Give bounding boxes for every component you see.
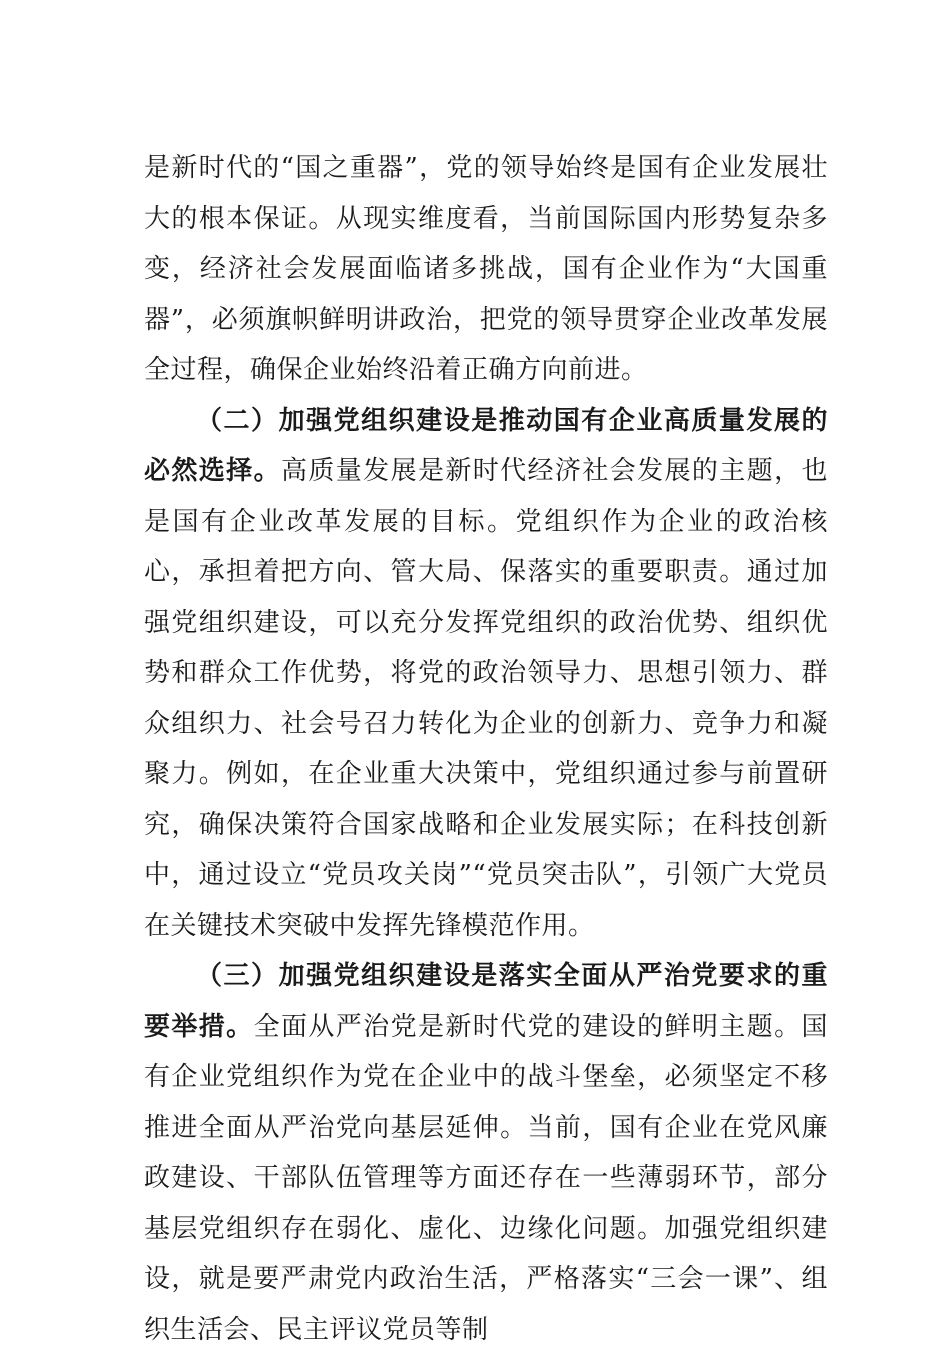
paragraph-body: 高质量发展是新时代经济社会发展的主题，也是国有企业改革发展的目标。党组织作为企业的政治核心，承担着把方向、管大局、保落实的重要职责。通过加强党组织建设，可以充分发挥党组织的政治优势、组织优势和群众工作优势，将党的政治领导力、思想引领力、群众组织力、社会号召力转化为企业的创新力、竞争力和凝聚力。例如，在企业重大决策中，党组织通过参与前置研究，确保决策符合国家战略和企业发展实际；在科技创新中，通过设立“党员攻关岗”“党员突击队”，引领广大党员在关键技术突破中发挥先锋模范作用。 [144, 456, 828, 941]
paragraph-continuation [144, 143, 828, 396]
paragraph-section-3 [144, 951, 828, 1355]
paragraph-section-2 [144, 396, 828, 952]
section-heading-3: （三）加强党组织建设是落实全面从严治党要求的重要举措。 [144, 961, 828, 1042]
section-heading-2: （二）加强党组织建设是推动国有企业高质量发展的必然选择。 [144, 405, 828, 486]
document-body [144, 143, 828, 1355]
paragraph-body: 全面从严治党是新时代党的建设的鲜明主题。国有企业党组织作为党在企业中的战斗堡垒，必须坚定不移推进全面从严治党向基层延伸。当前，国有企业在党风廉政建设、干部队伍管理等方面还存在一些薄弱环节，部分基层党组织存在弱化、虚化、边缘化问题。加强党组织建设，就是要严肃党内政治生活，严格落实“三会一课”、组织生活会、民主评议党员等制 [144, 1011, 828, 1345]
paragraph-body: 是新时代的“国之重器”，党的领导始终是国有企业发展壮大的根本保证。从现实维度看，当前国际国内形势复杂多变，经济社会发展面临诸多挑战，国有企业作为“大国重器”，必须旗帜鲜明讲政治，把党的领导贯穿企业改革发展全过程，确保企业始终沿着正确方向前进。 [144, 153, 828, 385]
